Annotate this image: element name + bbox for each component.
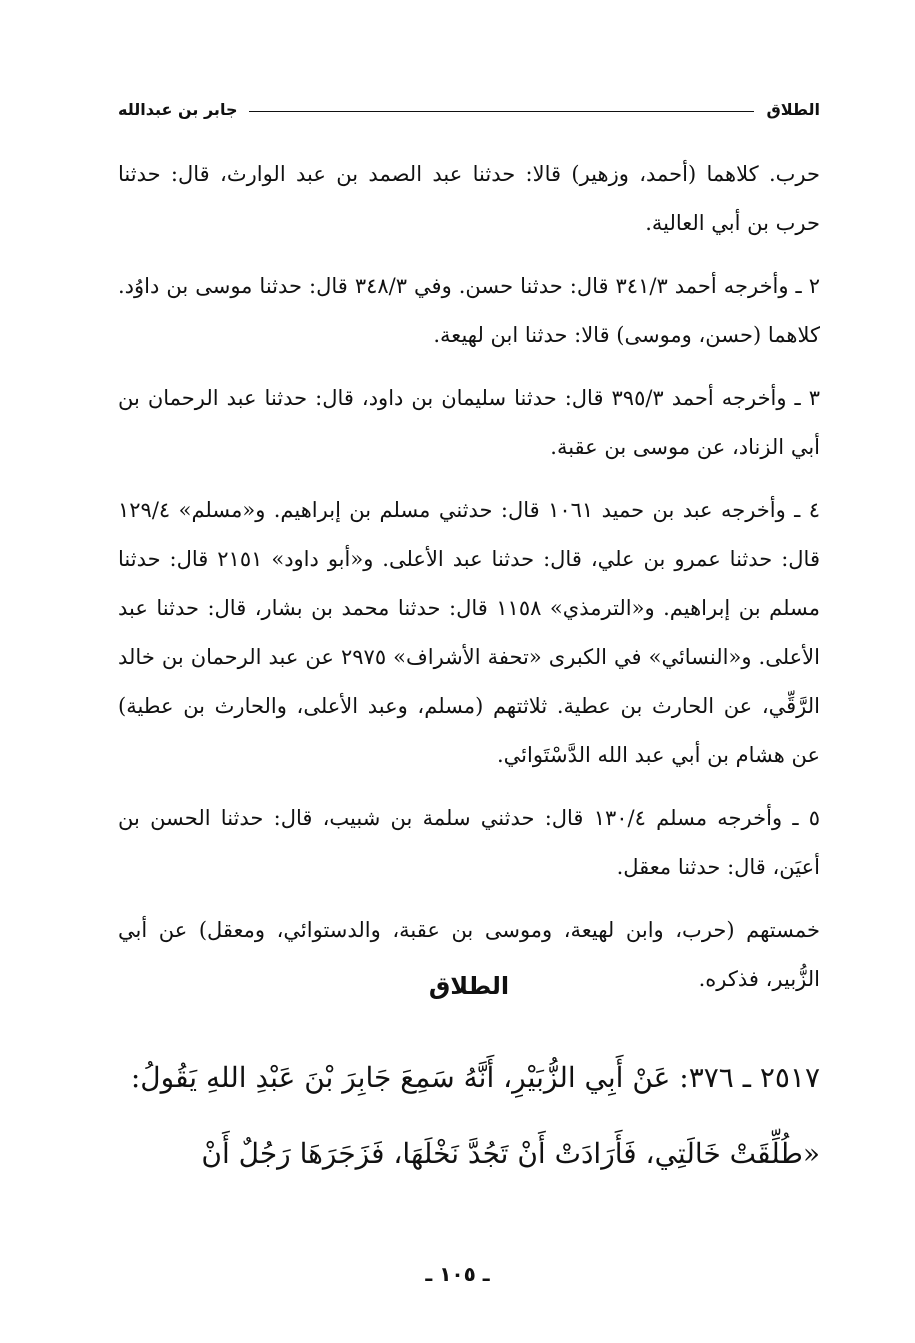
hadith-line-2: «طُلِّقَتْ خَالَتِي، فَأَرَادَتْ أَنْ تَجُدَّ نَخْلَهَا، فَزَجَرَهَا رَجُلٌ أَنْ [201, 1137, 820, 1170]
header-chapter: الطلاق [766, 99, 820, 119]
commentary-paragraph-2: ٢ ـ وأخرجه أحمد ٣٤١/٣ قال: حدثنا حسن. وفي ٣٤٨/٣ قال: حدثنا موسى بن داوُد. كلاهما (حسن، وموسى) قالا: حدثنا ابن لهيعة. [118, 274, 820, 347]
header-rule [249, 111, 754, 112]
hadith-text [118, 1046, 820, 1198]
hadith-line-1: ٢٥١٧ ـ ٣٧٦: عَنْ أَبِي الزُّبَيْرِ، أَنَّهُ سَمِعَ جَابِرَ بْنَ عَبْدِ اللهِ يَقُولُ: [130, 1061, 820, 1094]
page-number: ـ ١٠٥ ـ [425, 1262, 490, 1286]
header-narrator: جابر بن عبدالله [118, 99, 238, 119]
commentary-paragraph-6: خمستهم (حرب، وابن لهيعة، وموسى بن عقبة، والدستوائي، ومعقل) عن أبي الزُّبير، فذكره. [118, 918, 820, 991]
commentary-paragraph-3: ٣ ـ وأخرجه أحمد ٣٩٥/٣ قال: حدثنا سليمان بن داود، قال: حدثنا عبد الرحمان بن أبي الزناد، عن موسى بن عقبة. [118, 386, 820, 459]
commentary-text [118, 150, 820, 1018]
commentary-paragraph-4: ٤ ـ وأخرجه عبد بن حميد ١٠٦١ قال: حدثني مسلم بن إبراهيم. و«مسلم» ١٢٩/٤ قال: حدثنا عمرو بن علي، قال: حدثنا عبد الأعلى. و«أبو داود» ٢١٥١ قال: حدثنا مسلم بن إبراهيم. و«الترمذي» ١١٥٨ قال: حدثنا محمد بن بشار، قال: حدثنا عبد الأعلى. و«النسائي» في الكبرى «تحفة الأشراف» ٢٩٧٥ عن عبد الرحمان بن خالد الرَّقِّي، عن الحارث بن عطية. ثلاثتهم (مسلم، وعبد الأعلى، والحارث بن عطية) عن هشام بن أبي عبد الله الدَّسْتَوائي. [118, 498, 821, 767]
section-title: الطلاق [428, 972, 510, 1000]
commentary-paragraph-5: ٥ ـ وأخرجه مسلم ١٣٠/٤ قال: حدثني سلمة بن شبيب، قال: حدثنا الحسن بن أعيَن، قال: حدثنا معقل. [118, 806, 820, 879]
commentary-paragraph-1: حرب. كلاهما (أحمد، وزهير) قالا: حدثنا عبد الصمد بن عبد الوارث، قال: حدثنا حرب بن أبي العالية. [118, 162, 820, 235]
running-header [118, 94, 820, 124]
